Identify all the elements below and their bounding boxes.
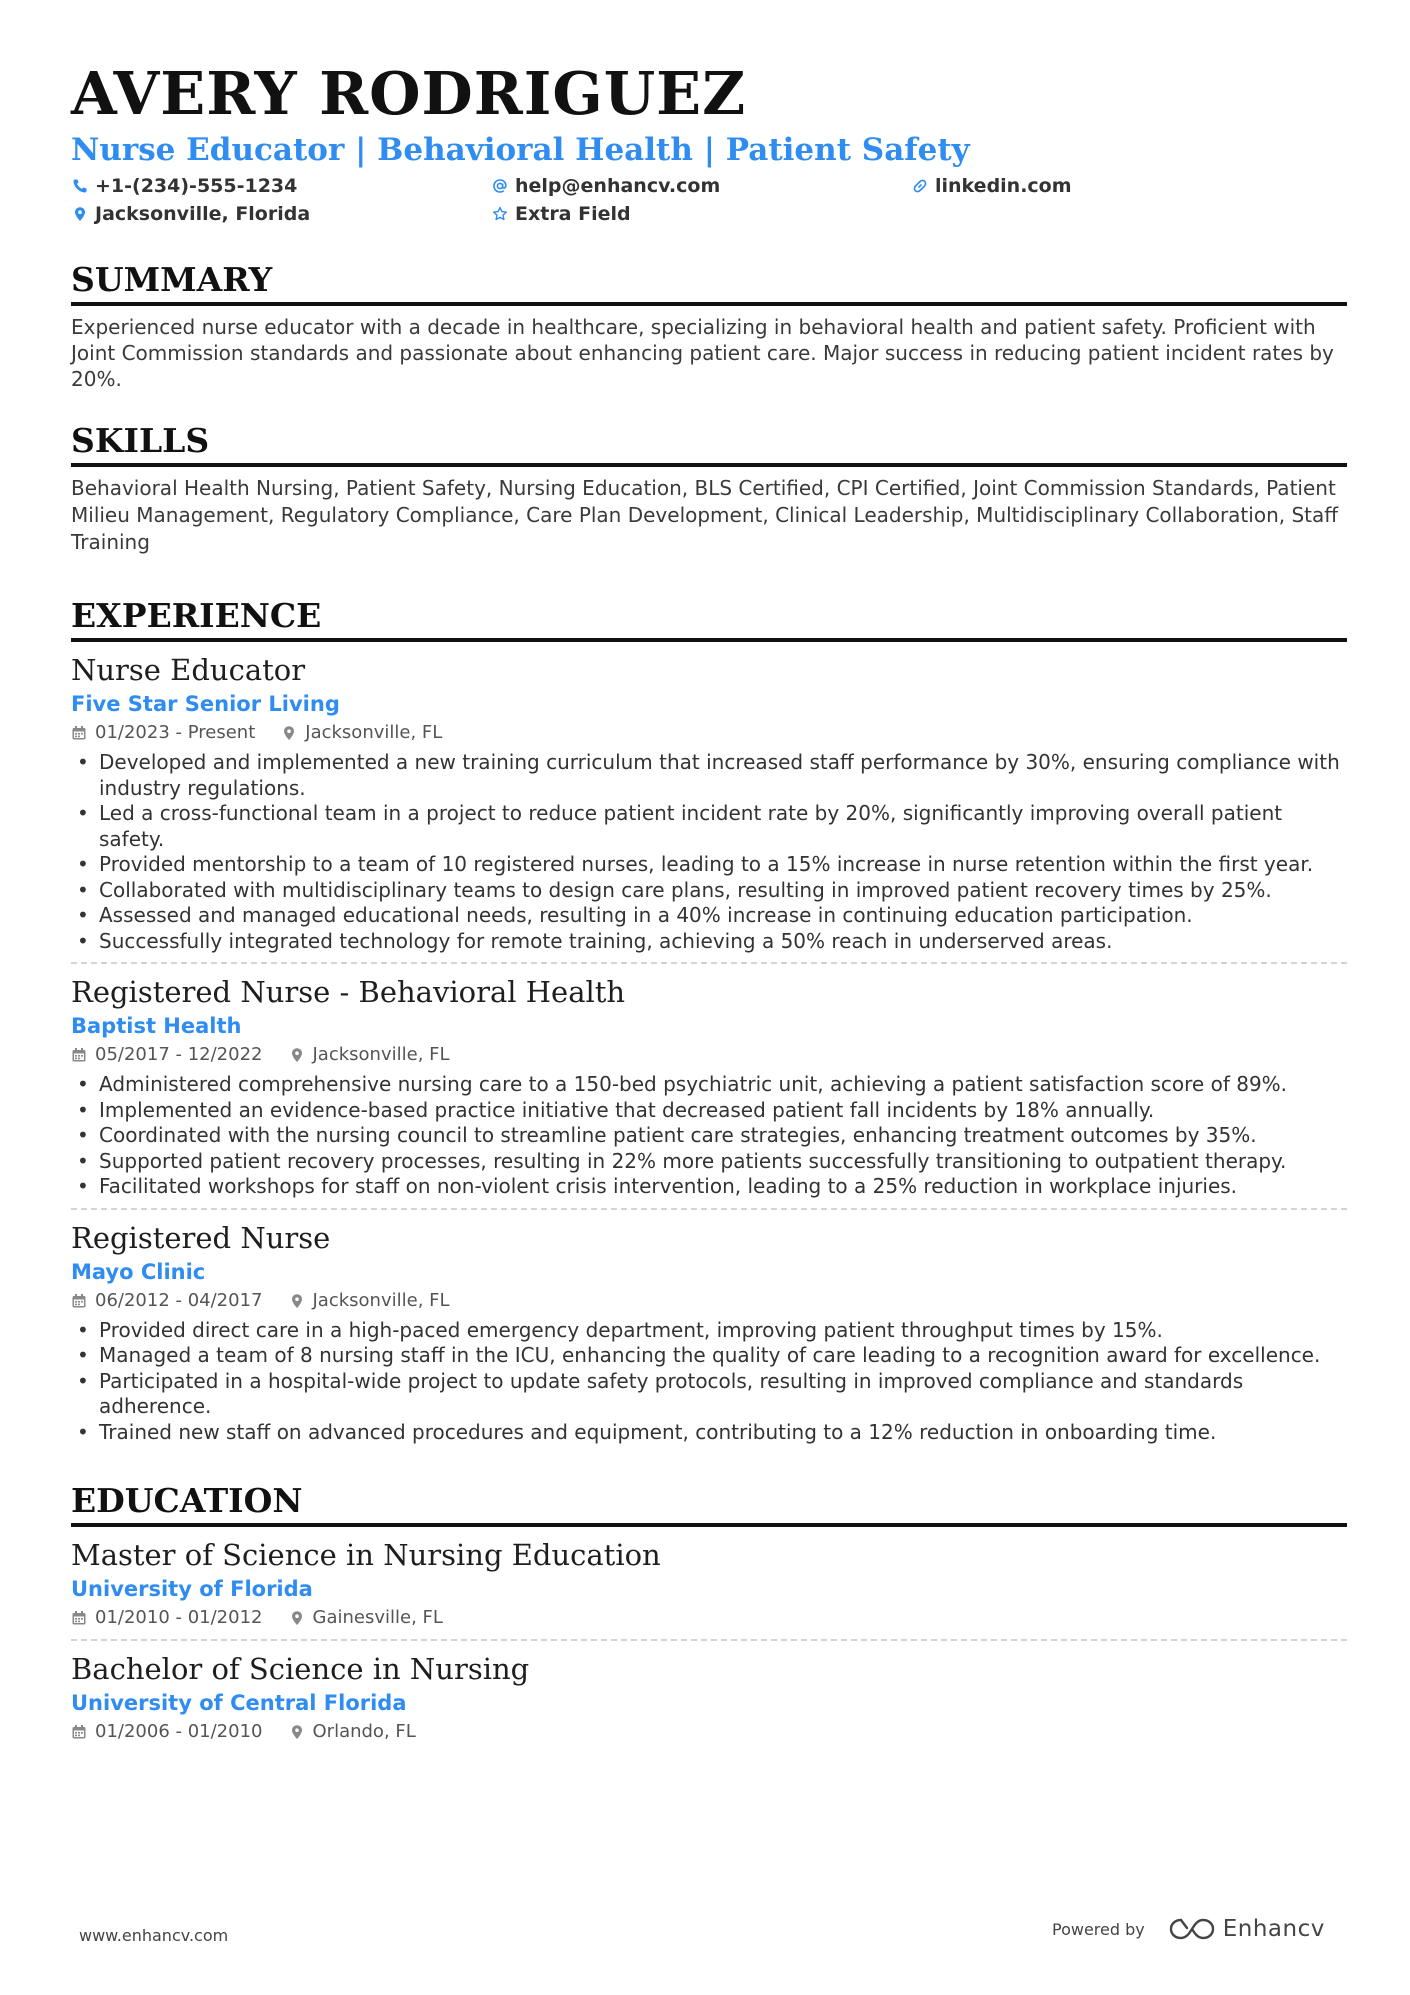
job-meta xyxy=(71,1042,1347,1068)
company-name: Five Star Senior Living xyxy=(71,692,340,716)
school-name: University of Florida xyxy=(71,1577,313,1601)
footer-website[interactable]: www.enhancv.com xyxy=(79,1926,229,1945)
calendar-icon xyxy=(71,1610,87,1626)
link-text: linkedin.com xyxy=(935,175,1072,197)
company-name: Mayo Clinic xyxy=(71,1259,206,1284)
job-meta xyxy=(71,1288,1347,1314)
achievement-list xyxy=(71,750,1347,954)
bullet-item: • Developed and implemented a new training curriculum that increased staff performance by 30%, ensuring compliance with industry regulations. xyxy=(71,750,1347,801)
resume-page xyxy=(71,56,1347,1745)
job-location xyxy=(289,1288,450,1314)
job-location xyxy=(281,720,442,746)
job-dates xyxy=(71,1042,263,1068)
section-heading-skills: SKILLS xyxy=(71,421,1347,467)
achievement-list xyxy=(71,1072,1347,1200)
education-dates xyxy=(71,1605,263,1631)
skills-section xyxy=(71,421,1347,556)
education-location xyxy=(289,1605,443,1631)
job-dates xyxy=(71,1288,263,1314)
education-entry xyxy=(71,1651,1347,1745)
map-pin-icon xyxy=(289,1724,305,1740)
experience-entry xyxy=(71,652,1347,964)
entry-divider xyxy=(71,962,1347,964)
job-title: Registered Nurse - Behavioral Health xyxy=(71,975,626,1009)
calendar-icon xyxy=(71,1724,87,1740)
job-title: Nurse Educator xyxy=(71,653,306,687)
email-text: help@enhancv.com xyxy=(515,175,721,197)
footer-branding xyxy=(1052,1916,1325,1942)
education-section xyxy=(71,1481,1347,1745)
job-title: Registered Nurse xyxy=(71,1220,331,1255)
brand-name: Enhancv xyxy=(1222,1916,1325,1942)
map-pin-icon xyxy=(289,1047,305,1063)
infinity-logo-icon xyxy=(1169,1916,1215,1942)
date-range: 01/2023 - Present xyxy=(95,722,256,743)
enhancv-logo[interactable] xyxy=(1169,1916,1325,1942)
experience-entry xyxy=(71,1220,1347,1446)
achievement-list xyxy=(71,1318,1347,1446)
extra-text: Extra Field xyxy=(515,203,631,225)
job-dates xyxy=(71,720,255,746)
degree-title: Bachelor of Science in Nursing xyxy=(71,1652,530,1686)
calendar-icon xyxy=(71,725,87,741)
map-pin-icon xyxy=(289,1610,305,1626)
contact-link[interactable] xyxy=(911,174,1331,198)
school-name: University of Central Florida xyxy=(71,1691,407,1715)
location-text: Gainesville, FL xyxy=(312,1607,443,1628)
location-text: Jacksonville, Florida xyxy=(95,203,311,225)
at-icon xyxy=(491,177,509,195)
section-heading-summary: SUMMARY xyxy=(71,260,1347,306)
contact-location xyxy=(71,202,491,226)
bullet-item: • Collaborated with multidisciplinary teams to design care plans, resulting in improved patient recovery times by 25%. xyxy=(71,878,1347,904)
contact-email[interactable] xyxy=(491,174,911,198)
location-text: Jacksonville, FL xyxy=(312,1044,450,1065)
calendar-icon xyxy=(71,1047,87,1063)
location-text: Jacksonville, FL xyxy=(312,1289,450,1311)
education-dates xyxy=(71,1719,263,1745)
education-meta xyxy=(71,1719,1347,1745)
candidate-title: Nurse Educator | Behavioral Health | Patient Safety xyxy=(71,132,970,168)
contact-extra xyxy=(491,202,911,226)
bullet-item: • Assessed and managed educational needs, resulting in a 40% increase in continuing education participation. xyxy=(71,903,1347,929)
bullet-item: • Facilitated workshops for staff on non-violent crisis intervention, leading to a 25% reduction in workplace injuries. xyxy=(71,1174,1347,1200)
job-location xyxy=(289,1042,450,1068)
bullet-item: • Supported patient recovery processes, resulting in 22% more patients successfully transitioning to outpatient therapy. xyxy=(71,1149,1347,1175)
section-heading-experience: EXPERIENCE xyxy=(71,596,1347,642)
map-pin-icon xyxy=(289,1293,305,1309)
bullet-item: • Led a cross-functional team in a project to reduce patient incident rate by 20%, significantly improving overall patient safety. xyxy=(71,801,1347,852)
section-heading-education: EDUCATION xyxy=(71,1481,1347,1527)
phone-text: +1-(234)-555-1234 xyxy=(95,175,298,197)
bullet-item: • Provided direct care in a high-paced emergency department, improving patient throughput times by 15%. xyxy=(71,1318,1347,1344)
entry-divider xyxy=(71,1639,1347,1641)
education-meta xyxy=(71,1605,1347,1631)
bullet-item: • Successfully integrated technology for remote training, achieving a 50% reach in underserved areas. xyxy=(71,929,1347,955)
entry-divider xyxy=(71,1208,1347,1210)
summary-section xyxy=(71,260,1347,392)
link-icon xyxy=(911,177,929,195)
location-text: Jacksonville, FL xyxy=(305,722,443,743)
date-range: 01/2006 - 01/2010 xyxy=(95,1721,263,1742)
calendar-icon xyxy=(71,1293,87,1309)
bullet-item: • Administered comprehensive nursing care to a 150-bed psychiatric unit, achieving a patient satisfaction score of 89%. xyxy=(71,1072,1347,1098)
job-meta xyxy=(71,720,1347,746)
bullet-item: • Coordinated with the nursing council to streamline patient care strategies, enhancing treatment outcomes by 35%. xyxy=(71,1123,1347,1149)
bullet-item: • Provided mentorship to a team of 10 registered nurses, leading to a 15% increase in nurse retention within the first year. xyxy=(71,852,1347,878)
powered-by-label: Powered by xyxy=(1052,1919,1145,1939)
contact-phone[interactable] xyxy=(71,174,491,198)
skills-text: Behavioral Health Nursing, Patient Safety, Nursing Education, BLS Certified, CPI Certified, Joint Commission Standards, Patient Milieu Management, Regulatory Compliance, Care Plan Development, Clinical Leadership, Multidisciplinary Collaboration, Staff Training xyxy=(71,476,1339,554)
bullet-item: • Participated in a hospital-wide project to update safety protocols, resulting in improved compliance and standards adherence. xyxy=(71,1369,1347,1420)
education-location xyxy=(289,1719,416,1745)
experience-entry xyxy=(71,974,1347,1210)
map-pin-icon xyxy=(71,205,89,223)
education-entry xyxy=(71,1537,1347,1641)
location-text: Orlando, FL xyxy=(312,1721,416,1742)
bullet-item: • Trained new staff on advanced procedures and equipment, contributing to a 12% reduction in onboarding time. xyxy=(71,1420,1347,1446)
bullet-item: • Implemented an evidence-based practice initiative that decreased patient fall incidents by 18% annually. xyxy=(71,1098,1347,1124)
summary-text: Experienced nurse educator with a decade in healthcare, specializing in behavioral health and patient safety. Proficient with Joint Commission standards and passionate about enhancing patient care. Major success in reducing patient incident rates by 20%. xyxy=(71,315,1334,391)
date-range: 01/2010 - 01/2012 xyxy=(95,1607,263,1628)
bullet-item: • Managed a team of 8 nursing staff in the ICU, enhancing the quality of care leading to a recognition award for excellence. xyxy=(71,1343,1347,1369)
date-range: 05/2017 - 12/2022 xyxy=(95,1044,263,1065)
degree-title: Master of Science in Nursing Education xyxy=(71,1538,661,1572)
phone-icon xyxy=(71,177,89,195)
contact-info xyxy=(71,174,1347,226)
star-icon xyxy=(491,205,509,223)
candidate-name: AVERY RODRIGUEZ xyxy=(71,59,747,128)
experience-section xyxy=(71,596,1347,1445)
date-range: 06/2012 - 04/2017 xyxy=(95,1289,263,1311)
map-pin-icon xyxy=(281,725,297,741)
company-name: Baptist Health xyxy=(71,1014,242,1038)
